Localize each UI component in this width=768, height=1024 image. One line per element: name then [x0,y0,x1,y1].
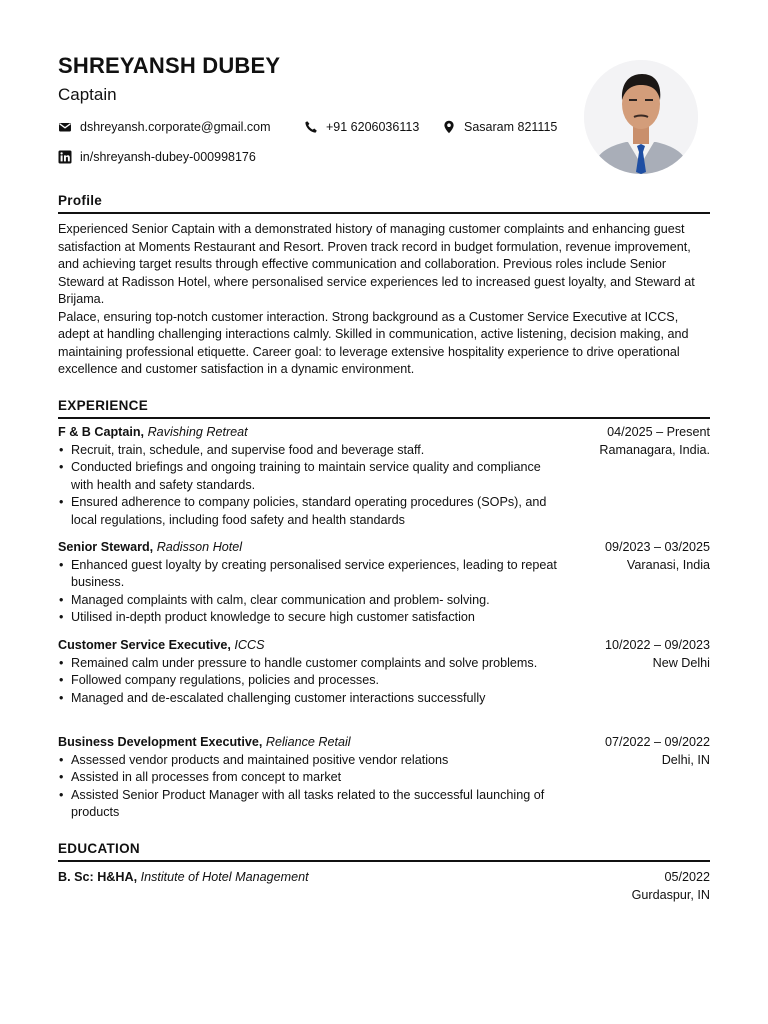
envelope-icon [58,120,72,134]
job-bullet: • Assisted in all processes from concept to market [58,769,558,787]
job-title: F & B Captain, [58,425,145,439]
contact-email[interactable] [58,119,271,135]
education-header [58,869,710,887]
job-company: Radisson Hotel [156,540,243,554]
job-dates: 04/2025 – Present [607,425,710,439]
job-bullet: • Assisted Senior Product Manager with all tasks related to the successful launching of products [58,787,558,822]
job-meta [605,637,710,672]
job-location: Delhi, IN [661,752,710,767]
education-degree: B. Sc: H&HA, [58,870,138,884]
job-entry [58,539,710,627]
job-bullet: • Conducted briefings and ongoing training to maintain service quality and compliance with health and safety standards. [58,459,558,494]
contact-location [442,119,557,135]
phone-text: +91 6206036113 [326,120,420,134]
education-date: 05/2022 [664,870,710,884]
job-bullet: • Managed and de-escalated challenging customer interactions successfully [58,690,558,708]
education-meta [632,869,710,904]
job-bullet: • Followed company regulations, policies and processes. [58,672,558,690]
job-bullets [58,442,558,530]
job-entry [58,637,710,707]
job-title: Senior Steward, [58,540,154,554]
job-title: Business Development Executive, [58,735,263,749]
candidate-role: Captain [58,85,117,104]
job-bullet: • Assessed vendor products and maintained positive vendor relations [58,752,558,770]
job-company: Reliance Retail [265,735,351,749]
education-location: Gurdaspur, IN [631,887,710,902]
profile-summary [58,221,710,379]
job-bullet: • Remained calm under pressure to handle customer complaints and solve problems. [58,655,558,673]
job-bullets [58,752,558,822]
education-heading: EDUCATION [58,841,710,862]
job-bullet: • Managed complaints with calm, clear communication and problem- solving. [58,592,558,610]
job-location: Ramanagara, India. [599,442,710,457]
job-entry [58,734,710,822]
job-location: Varanasi, India [626,557,710,572]
job-bullet: • Ensured adherence to company policies, standard operating procedures (SOPs), and local regulations, including food safety and health standards [58,494,558,529]
job-company: Ravishing Retreat [147,425,248,439]
job-bullet: • Enhanced guest loyalty by creating personalised service experiences, leading to repeat business. [58,557,558,592]
linkedin-text: in/shreyansh-dubey-000998176 [80,150,256,164]
experience-heading: EXPERIENCE [58,398,710,419]
job-bullets [58,557,558,627]
job-bullet: • Utilised in-depth product knowledge to secure high customer satisfaction [58,609,558,627]
location-text: Sasaram 821115 [464,120,558,134]
job-location: New Delhi [652,655,710,670]
job-dates: 09/2023 – 03/2025 [604,540,710,554]
candidate-name: SHREYANSH DUBEY [58,53,281,78]
job-company: ICCS [234,638,265,652]
profile-photo [584,60,698,174]
profile-paragraph: Experienced Senior Captain with a demonstrated history of managing customer complaints and enhancing guest satisfaction at Moments Restaurant and Resort. Proven track record in budget formulation, revenue improvement, and achieving target results through effective communication and collaboration. Previous roles include Senior Steward at Radisson Hotel, where personalised service experiences led to increased guest loyalty, and Steward at Brijama. [58,222,695,306]
job-bullet: • Recruit, train, schedule, and supervise food and beverage staff. [58,442,558,460]
job-title: Customer Service Executive, [58,638,231,652]
job-dates: 07/2022 – 09/2022 [604,735,710,749]
profile-heading: Profile [58,193,710,214]
education-institution: Institute of Hotel Management [140,870,309,884]
job-meta [605,539,710,574]
job-meta [605,734,710,769]
linkedin-icon [58,150,72,164]
resume-page [58,0,710,1024]
education-entry [58,869,710,902]
contact-phone[interactable] [304,119,419,135]
map-pin-icon [442,120,456,134]
email-text: dshreyansh.corporate@gmail.com [80,120,271,134]
contact-linkedin[interactable] [58,149,256,165]
phone-icon [304,120,318,134]
job-entry [58,424,710,529]
job-bullets [58,655,558,708]
job-meta [599,424,710,459]
job-dates: 10/2022 – 09/2023 [604,638,710,652]
profile-paragraph: Palace, ensuring top-notch customer interaction. Strong background as a Customer Service Executive at ICCS, adept at handling challenging interactions calmly. Skilled in communication, active listening, decision making, and maintaining professional etiquette. Career goal: to leverage extensive hospitality experience to drive operational excellence and customer satisfaction in a dynamic environment. [58,309,689,376]
